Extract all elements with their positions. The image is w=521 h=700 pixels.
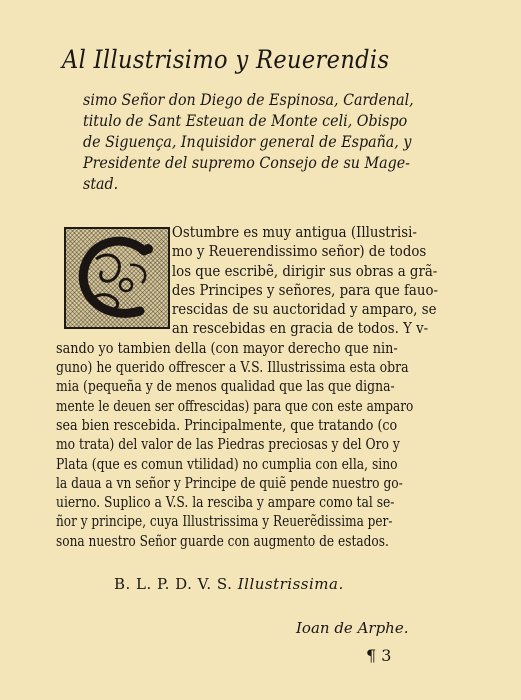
signature-mark: ¶ 3 [366,646,392,665]
body-line: sando yo tambien della (con mayor derecho que nin- [56,340,398,357]
author-signature: Ioan de Arphe. [296,619,409,637]
dedication-line: de Siguença, Inquisidor general de España, y [83,133,412,151]
dedication-line: stad. [83,175,119,193]
dedication-line: titulo de Sant Esteuan de Monte celi, Obispo [83,112,408,130]
dedication-body [56,224,466,552]
body-line: mo y Reuerendissimo señor) de todos [171,244,427,261]
body-line: los que escribẽ, dirigir sus obras a grã- [171,263,438,280]
body-line: sea bien rescebida. Principalmente, que tratando (co [56,417,398,434]
body-line: des Principes y señores, para que fauo- [171,282,439,299]
dedication-line: simo Señor don Diego de Espinosa, Cardenal, [83,91,414,109]
closing-salutation [114,575,344,593]
body-line: Plata (que es comun vtilidad) no cumplia con ella, sino [56,456,398,473]
body-line: sona nuestro Señor guarde con augmento de estados. [56,533,389,550]
body-line: an rescebidas en gracia de todos. Y v- [171,321,429,338]
body-line: uierno. Suplico a V.S. la rescibа y ampare como tal se- [56,495,395,512]
body-line: la daua a vn señor y Principe de quiẽ pende nuestro go- [56,475,403,492]
dedication-line: Presidente del supremo Consejo de su Mage- [83,154,410,172]
body-line: mia (pequeña y de menos qualidad que las que digna- [56,379,395,396]
dedication-block [83,90,442,195]
body-line: guno) he querido offrescer a V.S. Illustrissima esta obra [56,360,409,377]
dedication-title: Al Illustrisimo y Reuerendis [62,45,390,74]
closing-initials: B. L. P. D. V. S. [114,575,233,593]
closing-word: Illustrissima. [237,575,344,593]
body-line: mente le deuen ser offrescidas) para que con este amparo [56,398,414,415]
body-line: ñor y principe, cuya Illustrissima y Reuerẽdissima per- [56,514,393,531]
body-line: mo trata) del valor de las Piedras preciosas y del Oro y [56,437,400,454]
body-line: rescidas de su auctoridad y amparo, se [171,302,437,319]
body-line: Ostumbre es muy antigua (Illustrisi- [171,225,417,241]
